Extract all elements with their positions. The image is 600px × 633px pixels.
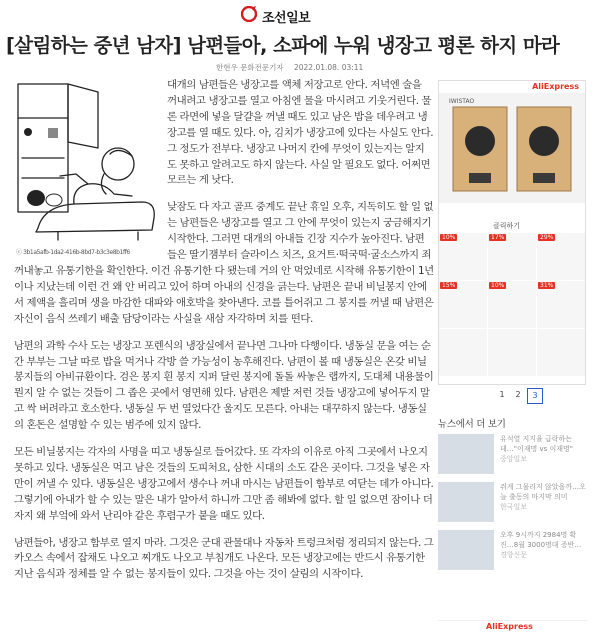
- masthead-logo-text[interactable]: 조선일보: [262, 11, 311, 26]
- ad-product-tile[interactable]: [488, 329, 536, 376]
- ad-hero-product[interactable]: [439, 93, 585, 203]
- illustration-image: [14, 78, 161, 243]
- discount-badge: 31%: [540, 282, 554, 289]
- byline: [216, 62, 371, 73]
- related-news-thumbnail: [438, 434, 494, 474]
- article-paragraph: 남편들아, 냉장고 함부로 열지 마라. 그것은 군대 관물대나 자동차 트렁크처럼 정리되지 않는다. 그 카오스 속에서 잡채도 나오고 찌개도 나오고 부침개도 나온다. 모든 냉장고에는 반드시 유통기한 지난 음식과 정체를 알 수 없는 봉지들이 있다. 그것을 아는 것이 살림의 시작이다.: [14, 536, 434, 581]
- ad-product-tile[interactable]: [439, 233, 487, 280]
- article-paragraph: 낮잠도 다 자고 골프 중계도 끝난 휴일 오후, 지독히도 할 일 없는 남편들은 냉장고를 열고 그 안에 무엇이 있는지 궁금해지기 시작한다. 그러면 대개의 아내들 긴장 지수가 높아진다. 남편들은 딸기잼부터 슬라이스 치즈, 요거트·떡국떡·굴소스까지 죄 꺼내놓고 유통기한을 확인한다. 이건 유통기한 다 됐는데 거의 안 먹었네로 시작해 유통기한이 1년이나 지났는데 이런 건 왜 안 버리고 있어 하며 아내의 신경을 긁는다. 남편은 끝내 비닐봉지 안에서 제액을 흘리며 생을 마감한 대파와 애호박을 찾아낸다. 코를 틀어쥐고 그 봉지를 꺼낼 때 남편은 자신이 음식 쓰레기 배출 담당이라는 사실을 새삼 자각하며 치를 떤다.: [14, 201, 434, 325]
- related-news-item[interactable]: [438, 482, 588, 528]
- ad-product-tile[interactable]: [488, 281, 536, 328]
- related-news-source: 경향신문: [500, 551, 528, 559]
- byline-author[interactable]: 한현우 문화전문기자: [216, 63, 284, 72]
- byline-datetime: 2022.01.08. 03:11: [293, 63, 364, 72]
- related-news-item[interactable]: [438, 434, 588, 480]
- bottom-ad[interactable]: [438, 620, 588, 633]
- article-paragraph: 대개의 남편들은 냉장고를 액체 저장고로 안다. 저녁엔 술을 꺼내려고 냉장고를 열고 아침엔 물을 마시려고 기웃거린다. 물론 라면에 넣을 달걀을 꺼낼 때도 있고 남은 밥을 데우려고 냉장고를 열 때도 있다. 아, 김치가 냉장고에 있다는 사실도 안다. 그 정도가 전부다. 냉장고 나머지 칸에 무엇이 있는지는 알지도 못하고 알려고도 하지 않는다. 사실 알 필요도 없다. 어쩌면 모르는 게 낫다.: [167, 79, 434, 187]
- article-paragraph: 모든 비닐봉지는 각자의 사명을 띠고 냉동실로 들어갔다. 또 각자의 이유로 아직 그곳에서 나오지 못하고 있다. 냉동실은 먹고 남은 것들의 도피처요, 삼한 시대의 소도 같은 곳이다. 그것을 넣은 자만이 꺼낼 수 있다. 냉동실은 냉장고에서 생수나 꺼내 마시는 남편들이 함부로 여닫는 데가 아니다. 그렇기에 아내가 할 수 있는 말은 내가 알아서 하니까 그만 좀 해봐에 없다. 할 일 없으면 잠이나 더 자지 왜 부엌에 와서 난리야 같은 후렴구가 붙을 때도 있다.: [14, 446, 434, 522]
- article-illustration[interactable]: [14, 78, 161, 259]
- related-news-source: 한국일보: [500, 503, 528, 511]
- bottom-ad-brand[interactable]: AliExpress: [486, 622, 533, 631]
- ad-product-tile[interactable]: [439, 329, 487, 376]
- chosun-logo-icon[interactable]: [241, 6, 257, 22]
- pager-page-2[interactable]: 2: [515, 390, 521, 399]
- related-news-headline[interactable]: 쥐게 그물리지 않았을까…오늘 출동의 마지막 의미: [500, 483, 586, 501]
- ad-header: [439, 81, 585, 93]
- ad-brand[interactable]: AliExpress: [532, 82, 579, 91]
- related-news-thumbnail: [438, 482, 494, 522]
- speaker-image: [439, 93, 585, 203]
- article-body: [14, 78, 434, 594]
- pager-page-3[interactable]: 3: [527, 388, 543, 404]
- ad-product-tile[interactable]: [537, 329, 585, 376]
- related-news-headline[interactable]: 유석열 지지율 급락하는데…"이재명 vs 이재명": [500, 435, 574, 453]
- discount-badge: 10%: [491, 282, 505, 289]
- sidebar-ad[interactable]: [438, 80, 586, 385]
- ad-product-tile[interactable]: [439, 281, 487, 328]
- illustration-caption: ⓒ 3b1a5afb-1da2-416b-8bd7-b3c3e8b1ff6: [16, 249, 130, 256]
- related-news-headline[interactable]: 오후 9시까지 2984명 확진…8월 3000명대 증반…: [500, 531, 582, 549]
- ad-product-tile[interactable]: [488, 233, 536, 280]
- related-news-source: 중앙일보: [500, 455, 528, 463]
- article-headline: [살림하는 중년 남자] 남편들아, 소파에 누워 냉장고 평론 하지 마라: [6, 34, 560, 57]
- ad-product-label: IWISTAO: [449, 98, 475, 105]
- discount-badge: 29%: [540, 234, 554, 241]
- ad-product-tile[interactable]: [537, 281, 585, 328]
- pager-page-1[interactable]: 1: [499, 390, 505, 399]
- discount-badge: 17%: [491, 234, 505, 241]
- article-paragraph: 남편의 과학 수사 도는 냉장고 포렌식의 냉장실에서 끝나면 그나마 다행이다. 냉동실 문을 여는 순간 부부는 그날 따로 밥을 먹거나 각방 쓸 가능성이 농후해진다. 남편이 볼 때 냉동실은 온갖 비닐봉지들의 아비규환이다. 검은 봉지 흰 봉지 지퍼 달린 봉지에 돌돌 싸놓은 랩까지, 도대체 내용물이 뭔지 알 수 없는 것들이 그 좁은 곳에서 영면해 있다. 남편은 제발 저런 것들 냉장고에 넣어두지 말고 싹 버려라고 호소한다. 냉동실 두 번 열었다간 울지도 모른다. 아내는 대꾸하지 않는다. 냉동실의 혼돈은 설명할 수 있는 범주에 있지 않다.: [14, 339, 434, 432]
- related-news-thumbnail: [438, 530, 494, 570]
- masthead: [0, 2, 600, 26]
- discount-badge: 10%: [442, 234, 456, 241]
- ad-click-button[interactable]: 클릭하기: [493, 222, 521, 230]
- ad-product-tile[interactable]: [537, 233, 585, 280]
- more-news-title: 뉴스에서 더 보기: [438, 419, 506, 430]
- discount-badge: 15%: [442, 282, 456, 289]
- related-news-item[interactable]: [438, 530, 588, 576]
